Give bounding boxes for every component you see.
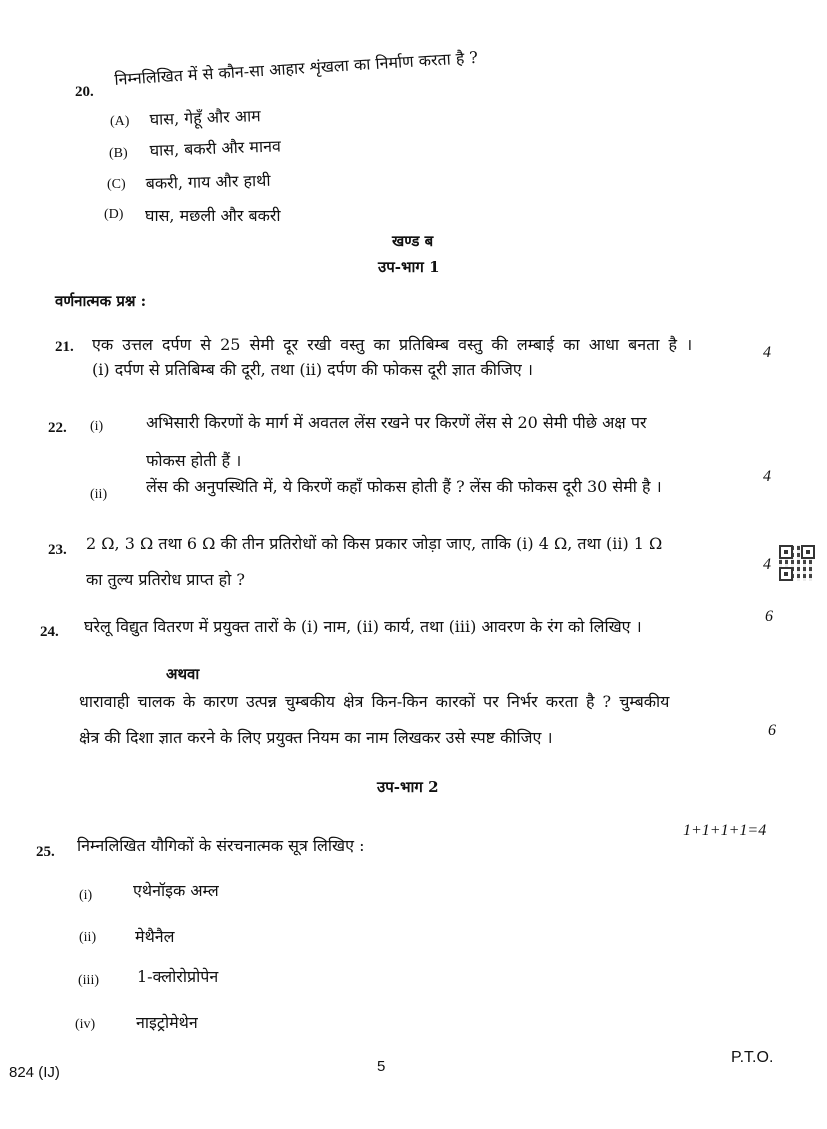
q21-line1: एक उत्तल दर्पण से 25 सेमी दूर रखी वस्तु का प्रतिबिम्ब वस्तु की लम्बाई का आधा बनता है । (92, 335, 693, 354)
q20-option-a-label: (A) (110, 114, 130, 129)
q24-number: 24. (40, 624, 59, 640)
q25-item-4-label: (iv) (75, 1017, 96, 1032)
or-label: अथवा (166, 665, 200, 683)
subpart-2-heading: उप-भाग 2 (377, 778, 439, 796)
q23-line2: का तुल्य प्रतिरोध प्राप्त हो ? (86, 570, 245, 589)
q22-part2-text: लेंस की अनुपस्थिति में, ये किरणें कहाँ फोकस होती हैं ? लेंस की फोकस दूरी 30 सेमी है । (146, 477, 662, 496)
section-b-title: खण्ड ब (392, 232, 434, 250)
q25-marks: 1+1+1+1=4 (683, 822, 767, 839)
paper-code: 824 (IJ) (9, 1064, 60, 1081)
q20-option-a-text: घास, गेहूँ और आम (149, 106, 262, 130)
subpart-1-heading: उप-भाग 1 (378, 258, 440, 276)
q25-item-2-label: (ii) (79, 930, 97, 945)
q24-marks: 6 (765, 608, 773, 625)
q20-option-d-label: (D) (104, 207, 124, 222)
q25-item-1-text: एथेनॉइक अम्ल (133, 881, 219, 900)
q24-alt-line1: धारावाही चालक के कारण उत्पन्न चुम्बकीय क्षेत्र किन-किन कारकों पर निर्भर करता है ? चुम्बकीय (79, 692, 670, 711)
q25-item-3-text: 1-क्लोरोप्रोपेन (137, 967, 219, 986)
qr-code (779, 545, 815, 581)
q25-item-3-label: (iii) (78, 973, 99, 988)
q23-number: 23. (48, 542, 67, 558)
descriptive-questions-heading: वर्णनात्मक प्रश्न : (55, 292, 147, 310)
q21-marks: 4 (763, 344, 771, 361)
q22-part1-line1: अभिसारी किरणों के मार्ग में अवतल लेंस रखने पर किरणें लेंस से 20 सेमी पीछे अक्ष पर (146, 413, 647, 432)
q20-option-c-text: बकरी, गाय और हाथी (145, 170, 271, 194)
q20-option-c-label: (C) (107, 177, 126, 192)
q25-item-4-text: नाइट्रोमेथेन (136, 1013, 198, 1032)
page-number: 5 (377, 1058, 386, 1075)
q20-option-d-text: घास, मछली और बकरी (145, 206, 281, 225)
q22-part1-label: (i) (90, 419, 104, 434)
q25-item-2-text: मेथैनैल (135, 927, 175, 946)
q24-alt-marks: 6 (768, 722, 776, 739)
pto-label: P.T.O. (731, 1049, 774, 1066)
q20-option-b-text: घास, बकरी और मानव (149, 136, 282, 161)
q23-line1: 2 Ω, 3 Ω तथा 6 Ω की तीन प्रतिरोधों को किस प्रकार जोड़ा जाए, ताकि (i) 4 Ω, तथा (ii) 1 Ω (86, 534, 663, 553)
q22-part1-line2: फोकस होती हैं । (146, 451, 242, 470)
q22-number: 22. (48, 420, 67, 436)
q23-marks: 4 (763, 556, 771, 573)
q22-part2-label: (ii) (90, 487, 108, 502)
q24-alt-line2: क्षेत्र की दिशा ज्ञात करने के लिए प्रयुक्त नियम का नाम लिखकर उसे स्पष्ट कीजिए । (79, 728, 553, 747)
q24-text: घरेलू विद्युत वितरण में प्रयुक्त तारों के (i) नाम, (ii) कार्य, तथा (iii) आवरण के रंग को लिखिए । (84, 617, 642, 636)
q25-text: निम्नलिखित यौगिकों के संरचनात्मक सूत्र लिखिए : (77, 836, 365, 855)
q20-number: 20. (75, 84, 94, 100)
q25-item-1-label: (i) (79, 888, 93, 903)
q21-number: 21. (55, 339, 74, 355)
q20-option-b-label: (B) (109, 146, 128, 161)
q25-number: 25. (36, 844, 55, 860)
q20-text: निम्नलिखित में से कौन-सा आहार शृंखला का निर्माण करता है ? (113, 47, 479, 90)
q22-marks: 4 (763, 468, 771, 485)
q21-line2: (i) दर्पण से प्रतिबिम्ब की दूरी, तथा (ii) दर्पण की फोकस दूरी ज्ञात कीजिए । (92, 360, 533, 379)
